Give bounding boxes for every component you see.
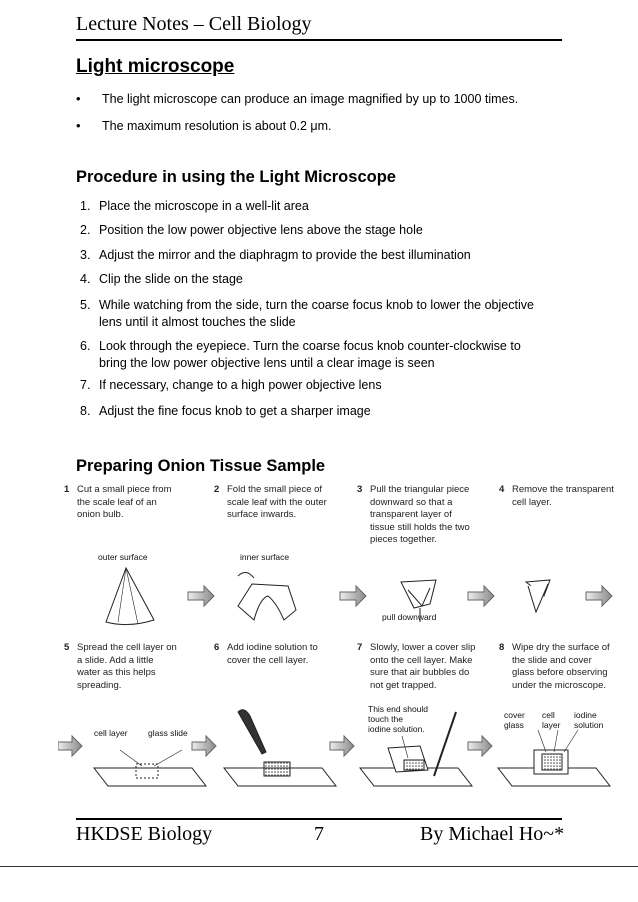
onion-illustrations [58, 480, 618, 800]
step-number: 2. [80, 223, 91, 237]
onion-step-number: 5 [64, 642, 70, 653]
caption-line: transparent layer of [370, 509, 452, 520]
label-iodine-solution [574, 710, 603, 730]
label-line: pull downward [382, 612, 437, 622]
caption-line: not get trapped. [370, 679, 437, 691]
label-line: layer [542, 720, 561, 730]
caption-line: Cut a small piece from [77, 484, 172, 495]
onion-step-caption [64, 484, 172, 522]
onion-step-number: 1 [64, 484, 70, 495]
onion-step-number: 8 [499, 642, 505, 653]
page-header-title: Lecture Notes – Cell Biology [76, 13, 312, 35]
label-line: This end should [368, 704, 429, 714]
step-number: 4. [80, 272, 91, 286]
header-rule [76, 39, 562, 41]
label-end-note [368, 704, 428, 734]
caption-line: surface inwards. [227, 509, 297, 520]
label-line: touch the [368, 714, 403, 724]
onion-step-caption [214, 642, 318, 667]
onion-heading: Preparing Onion Tissue Sample [76, 457, 326, 475]
label-outer-surface [98, 552, 148, 562]
onion-step-number: 3 [357, 484, 363, 495]
step-text: Clip the slide on the stage [99, 272, 243, 286]
label-line: iodine [574, 710, 597, 720]
label-line: cell layer [94, 728, 128, 738]
onion-step-number: 2 [214, 484, 220, 495]
step-text: If necessary, change to a high power objective lens [99, 378, 382, 392]
label-line: glass slide [148, 728, 188, 738]
onion-step-number: 7 [357, 642, 363, 653]
caption-line: under the microscope. [512, 679, 606, 691]
footer-rule [76, 818, 562, 820]
label-line: cover [504, 710, 525, 720]
bullet-symbol: • [76, 118, 81, 133]
onion-step-number: 6 [214, 642, 220, 653]
step-text: Place the microscope in a well-lit area [99, 199, 309, 213]
caption-line: cell layer. [512, 496, 552, 508]
caption-line: scale leaf with the outer [227, 496, 327, 508]
step-number: 8. [80, 404, 91, 418]
footer-author: By Michael Ho~* [420, 823, 565, 845]
step-text: Adjust the fine focus knob to get a sharper image [99, 404, 371, 418]
caption-line: Pull the triangular piece [370, 484, 470, 495]
step-text: bring the low power objective lens until a clear image is seen [99, 356, 435, 370]
procedure-heading: Procedure in using the Light Microscope [76, 168, 396, 186]
bullet-symbol: • [76, 91, 81, 106]
caption-line: downward so that a [370, 496, 453, 508]
step-text: Look through the eyepiece. Turn the coarse focus knob counter-clockwise to [99, 339, 521, 353]
label-cell-layer-2 [542, 710, 560, 730]
step-number: 6. [80, 339, 91, 353]
label-line: inner surface [240, 552, 290, 562]
caption-line: onion bulb. [77, 509, 124, 520]
onion-step-caption [64, 642, 177, 692]
onion-step-caption [357, 484, 470, 547]
caption-line: tissue still holds the two [370, 521, 470, 533]
label-line: glass [504, 720, 524, 730]
label-cover-glass [504, 710, 525, 730]
bullet-text: The light microscope can produce an image magnified by up to 1000 times. [102, 92, 519, 106]
onion-step-caption [499, 642, 610, 692]
caption-line: Spread the cell layer on [77, 642, 177, 653]
step-number: 1. [80, 199, 91, 213]
onion-step-caption [357, 642, 476, 692]
label-line: solution [574, 720, 604, 730]
onion-step-caption [499, 484, 614, 509]
light-microscope-heading: Light microscope [76, 56, 235, 77]
caption-line: sure that air bubbles do [370, 667, 470, 678]
label-line: outer surface [98, 552, 148, 562]
bullet-text: The maximum resolution is about 0.2 μm. [102, 119, 332, 133]
label-line: cell [542, 710, 555, 720]
caption-line: glass before observing [512, 667, 608, 678]
caption-line: Add iodine solution to [227, 642, 318, 653]
label-inner-surface [240, 552, 289, 562]
caption-line: onto the cell layer. Make [370, 654, 473, 666]
step-text: lens until it almost touches the slide [99, 315, 296, 329]
caption-line: a slide. Add a little [77, 654, 154, 666]
footer-page-number: 7 [314, 823, 324, 845]
onion-procedure-figure [58, 480, 618, 800]
step-text: While watching from the side, turn the coarse focus knob to lower the objective [99, 298, 534, 312]
caption-line: pieces together. [370, 534, 438, 545]
caption-line: Remove the transparent [512, 484, 614, 495]
caption-line: Wipe dry the surface of [512, 642, 610, 653]
step-number: 5. [80, 298, 91, 312]
page-bottom-rule [0, 866, 638, 867]
caption-line: Slowly, lower a cover slip [370, 642, 476, 653]
footer-left: HKDSE Biology [76, 823, 213, 845]
label-cell-layer [94, 728, 128, 738]
caption-line: the scale leaf of an [77, 496, 157, 508]
label-line: iodine solution. [368, 724, 425, 734]
caption-line: the slide and cover [512, 654, 592, 666]
step-text: Position the low power objective lens above the stage hole [99, 223, 423, 237]
step-text: Adjust the mirror and the diaphragm to provide the best illumination [99, 248, 471, 262]
onion-step-caption [214, 484, 327, 522]
label-glass-slide [148, 728, 188, 738]
label-pull-downward [382, 612, 436, 622]
onion-step-number: 4 [499, 484, 505, 495]
caption-line: Fold the small piece of [227, 484, 323, 495]
caption-line: cover the cell layer. [227, 654, 309, 666]
step-number: 7. [80, 378, 91, 392]
caption-line: spreading. [77, 679, 122, 691]
step-number: 3. [80, 248, 91, 262]
caption-line: water as this helps [77, 667, 156, 678]
